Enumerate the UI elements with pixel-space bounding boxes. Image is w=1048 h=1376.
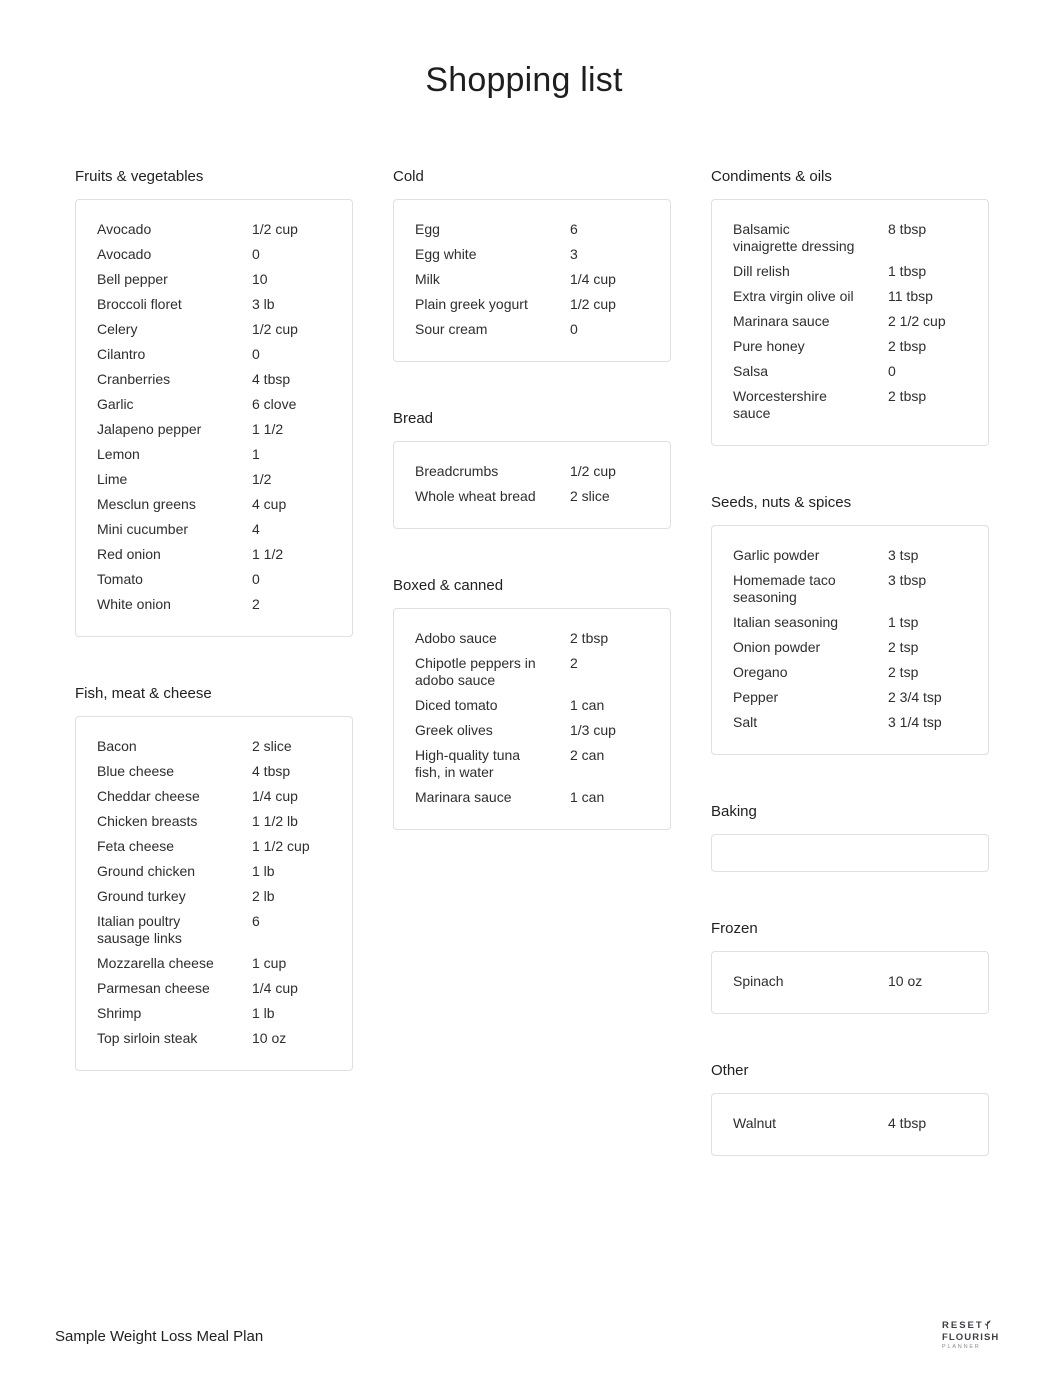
item-name: Milk <box>415 271 440 287</box>
item-name: Bacon <box>97 738 137 754</box>
item-qty: 1 cup <box>252 955 287 971</box>
section-seeds-nuts-spices <box>711 494 989 755</box>
item-name: Lime <box>97 471 128 487</box>
item-qty: 1/4 cup <box>252 980 298 996</box>
item-name: Greek olives <box>415 722 493 738</box>
item-name: Walnut <box>733 1115 777 1131</box>
items-box <box>393 441 671 529</box>
item-name: Cilantro <box>97 346 146 362</box>
list-item <box>733 263 972 280</box>
item-name: Avocado <box>97 221 152 237</box>
list-item <box>97 913 336 947</box>
list-item <box>415 488 654 505</box>
item-qty: 3 tsp <box>888 547 919 563</box>
section-heading: Baking <box>711 803 757 820</box>
list-item <box>415 655 654 689</box>
item-qty: 0 <box>888 363 896 379</box>
item-name: Cheddar cheese <box>97 788 200 804</box>
list-item <box>97 888 336 905</box>
item-name: Dill relish <box>733 263 790 279</box>
section-heading: Fruits & vegetables <box>75 168 204 185</box>
item-name: Avocado <box>97 246 152 262</box>
item-qty: 1 lb <box>252 1005 275 1021</box>
list-item <box>97 1005 336 1022</box>
list-item <box>733 973 972 990</box>
section-heading: Bread <box>393 410 434 427</box>
item-qty: 11 tbsp <box>888 288 933 304</box>
list-item <box>733 221 972 255</box>
item-name: Chipotle peppers in adobo sauce <box>415 655 536 688</box>
item-qty: 2 slice <box>252 738 292 754</box>
list-item <box>415 246 654 263</box>
item-name: Homemade taco seasoning <box>733 572 836 605</box>
list-item <box>733 313 972 330</box>
list-item <box>97 980 336 997</box>
item-qty: 6 <box>252 913 260 929</box>
shopping-list-columns <box>0 168 1048 1204</box>
list-item <box>733 547 972 564</box>
item-name: White onion <box>97 596 171 612</box>
section-fruits-vegetables <box>75 168 353 637</box>
item-name: Marinara sauce <box>733 313 830 329</box>
items-box <box>75 199 353 637</box>
list-item <box>97 763 336 780</box>
item-name: Salsa <box>733 363 769 379</box>
item-qty: 8 tbsp <box>888 221 927 237</box>
item-name: Shrimp <box>97 1005 142 1021</box>
list-item <box>733 363 972 380</box>
item-name: Sour cream <box>415 321 488 337</box>
item-name: Italian seasoning <box>733 614 839 630</box>
item-name: Extra virgin olive oil <box>733 288 854 304</box>
item-name: Spinach <box>733 973 784 989</box>
list-item <box>733 664 972 681</box>
list-item <box>97 271 336 288</box>
list-item <box>97 571 336 588</box>
list-item <box>415 697 654 714</box>
item-qty: 1/2 <box>252 471 272 487</box>
item-name: Mini cucumber <box>97 521 189 537</box>
item-qty: 1 1/2 <box>252 546 284 562</box>
item-qty: 1 1/2 lb <box>252 813 298 829</box>
list-item <box>97 738 336 755</box>
brand-logo <box>942 1321 999 1350</box>
item-name: Italian poultry sausage links <box>97 913 182 946</box>
column-1 <box>75 168 353 1204</box>
item-qty: 1/4 cup <box>570 271 616 287</box>
item-name: Mesclun greens <box>97 496 196 512</box>
item-qty: 2 slice <box>570 488 610 504</box>
item-qty: 4 tbsp <box>252 763 291 779</box>
item-name: Parmesan cheese <box>97 980 210 996</box>
item-name: Lemon <box>97 446 140 462</box>
list-item <box>415 630 654 647</box>
section-cold <box>393 168 671 362</box>
item-name: Egg white <box>415 246 477 262</box>
item-qty: 6 clove <box>252 396 297 412</box>
items-box <box>393 608 671 830</box>
list-item <box>97 296 336 313</box>
section-frozen <box>711 920 989 1014</box>
section-heading: Boxed & canned <box>393 577 504 594</box>
item-qty: 2 lb <box>252 888 275 904</box>
item-name: Pepper <box>733 689 779 705</box>
item-name: Balsamic vinaigrette dressing <box>733 221 855 254</box>
item-name: Pure honey <box>733 338 805 354</box>
list-item <box>733 288 972 305</box>
item-qty: 0 <box>252 571 260 587</box>
list-item <box>733 689 972 706</box>
logo-flourish-text: FLOURISH <box>942 1331 1000 1343</box>
items-box <box>711 834 989 872</box>
item-qty: 4 tbsp <box>888 1115 927 1131</box>
section-heading: Frozen <box>711 920 758 937</box>
item-name: Jalapeno pepper <box>97 421 202 437</box>
item-name: Mozzarella cheese <box>97 955 214 971</box>
item-qty: 3 <box>570 246 578 262</box>
item-qty: 0 <box>570 321 578 337</box>
item-qty: 2 can <box>570 747 605 763</box>
section-heading: Cold <box>393 168 424 185</box>
list-item <box>733 388 972 422</box>
item-name: Marinara sauce <box>415 789 512 805</box>
item-qty: 2 1/2 cup <box>888 313 946 329</box>
item-qty: 1 1/2 cup <box>252 838 310 854</box>
list-item <box>97 838 336 855</box>
list-item <box>97 1030 336 1047</box>
list-item <box>97 421 336 438</box>
item-name: Garlic <box>97 396 134 412</box>
item-qty: 2 3/4 tsp <box>888 689 942 705</box>
list-item <box>415 789 654 806</box>
item-name: Feta cheese <box>97 838 175 854</box>
section-other <box>711 1062 989 1156</box>
items-box <box>711 199 989 446</box>
item-name: Salt <box>733 714 758 730</box>
list-item <box>97 371 336 388</box>
list-item <box>97 346 336 363</box>
item-name: Top sirloin steak <box>97 1030 198 1046</box>
logo-reset-text: RESET <box>942 1320 984 1331</box>
items-box <box>393 199 671 362</box>
list-item <box>733 1115 972 1132</box>
section-heading: Seeds, nuts & spices <box>711 494 852 511</box>
item-qty: 10 <box>252 271 268 287</box>
item-name: Red onion <box>97 546 161 562</box>
list-item <box>415 747 654 781</box>
item-qty: 10 oz <box>252 1030 287 1046</box>
item-qty: 1 lb <box>252 863 275 879</box>
item-qty: 6 <box>570 221 578 237</box>
section-heading: Other <box>711 1062 749 1079</box>
item-qty: 1/2 cup <box>570 463 616 479</box>
item-qty: 0 <box>252 346 260 362</box>
item-name: Broccoli floret <box>97 296 182 312</box>
list-item <box>97 863 336 880</box>
list-item <box>97 813 336 830</box>
list-item <box>97 246 336 263</box>
item-name: Cranberries <box>97 371 171 387</box>
list-item <box>733 714 972 731</box>
footer-document-name: Sample Weight Loss Meal Plan <box>55 1328 264 1345</box>
item-qty: 2 tbsp <box>570 630 609 646</box>
items-box <box>711 1093 989 1156</box>
list-item <box>97 521 336 538</box>
list-item <box>97 446 336 463</box>
list-item <box>97 955 336 972</box>
item-qty: 1 1/2 <box>252 421 284 437</box>
column-2 <box>393 168 671 1204</box>
item-name: Ground turkey <box>97 888 186 904</box>
item-name: Adobo sauce <box>415 630 497 646</box>
item-qty: 1 tbsp <box>888 263 927 279</box>
item-qty: 10 oz <box>888 973 923 989</box>
sprout-icon <box>984 1319 991 1330</box>
list-item <box>97 471 336 488</box>
item-name: Tomato <box>97 571 143 587</box>
item-qty: 0 <box>252 246 260 262</box>
list-item <box>733 614 972 631</box>
item-name: Blue cheese <box>97 763 175 779</box>
item-qty: 2 <box>252 596 260 612</box>
page-title: Shopping list <box>425 61 623 99</box>
item-qty: 3 lb <box>252 296 275 312</box>
item-qty: 3 1/4 tsp <box>888 714 942 730</box>
list-item <box>733 572 972 606</box>
item-qty: 2 <box>570 655 578 671</box>
item-name: Bell pepper <box>97 271 168 287</box>
item-qty: 1 can <box>570 697 605 713</box>
section-boxed-canned <box>393 577 671 830</box>
section-condiments-oils <box>711 168 989 446</box>
item-name: Worcestershire sauce <box>733 388 827 421</box>
item-name: Onion powder <box>733 639 821 655</box>
item-qty: 4 <box>252 521 260 537</box>
item-qty: 1 tsp <box>888 614 919 630</box>
item-name: Garlic powder <box>733 547 820 563</box>
item-name: Plain greek yogurt <box>415 296 528 312</box>
item-qty: 1/4 cup <box>252 788 298 804</box>
logo-planner-text: PLANNER <box>942 1343 981 1350</box>
list-item <box>733 639 972 656</box>
item-name: Diced tomato <box>415 697 498 713</box>
item-qty: 1/3 cup <box>570 722 616 738</box>
item-qty: 1 <box>252 446 260 462</box>
item-qty: 2 tsp <box>888 639 919 655</box>
item-qty: 1 can <box>570 789 605 805</box>
item-name: Chicken breasts <box>97 813 198 829</box>
section-baking <box>711 803 989 872</box>
item-qty: 4 cup <box>252 496 287 512</box>
list-item <box>97 788 336 805</box>
list-item <box>97 596 336 613</box>
list-item <box>733 338 972 355</box>
list-item <box>415 463 654 480</box>
items-box <box>75 716 353 1071</box>
list-item <box>415 321 654 338</box>
item-name: Oregano <box>733 664 788 680</box>
item-qty: 2 tbsp <box>888 388 927 404</box>
list-item <box>415 722 654 739</box>
item-qty: 2 tbsp <box>888 338 927 354</box>
items-box <box>711 525 989 755</box>
item-qty: 2 tsp <box>888 664 919 680</box>
section-fish-meat-cheese <box>75 685 353 1071</box>
section-heading: Fish, meat & cheese <box>75 685 212 702</box>
list-item <box>97 546 336 563</box>
list-item <box>97 496 336 513</box>
item-qty: 1/2 cup <box>252 221 298 237</box>
column-3 <box>711 168 989 1204</box>
list-item <box>97 221 336 238</box>
item-qty: 1/2 cup <box>252 321 298 337</box>
item-name: Whole wheat bread <box>415 488 536 504</box>
item-name: Egg <box>415 221 440 237</box>
section-bread <box>393 410 671 529</box>
item-name: High-quality tuna fish, in water <box>415 747 521 780</box>
list-item <box>415 221 654 238</box>
item-qty: 4 tbsp <box>252 371 291 387</box>
item-name: Celery <box>97 321 138 337</box>
list-item <box>97 396 336 413</box>
section-heading: Condiments & oils <box>711 168 832 185</box>
list-item <box>97 321 336 338</box>
logo-row <box>942 1321 999 1331</box>
item-qty: 3 tbsp <box>888 572 927 588</box>
items-box <box>711 951 989 1014</box>
item-qty: 1/2 cup <box>570 296 616 312</box>
item-name: Ground chicken <box>97 863 196 879</box>
item-name: Breadcrumbs <box>415 463 499 479</box>
list-item <box>415 296 654 313</box>
list-item <box>415 271 654 288</box>
